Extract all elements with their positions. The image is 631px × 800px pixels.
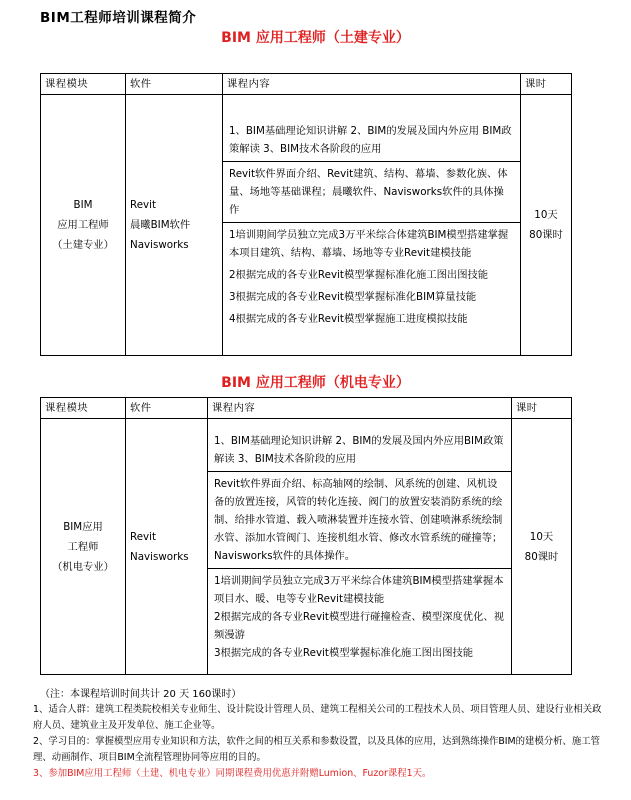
footer-item-audience: 1、适合人群：建筑工程类院校相关专业师生、设计院设计管理人员、建筑工程相关公司的工程技术人员、项目管理人员、建设行业相关政府人员、建筑业主及开发单位、施工企业等。 <box>33 704 602 731</box>
header-hours: 课时 <box>512 398 572 419</box>
document-title: BIM工程师培训课程简介 <box>40 10 197 26</box>
module-line: 应用工程师 <box>57 219 109 231</box>
module-cell <box>41 419 126 675</box>
content-text: 4根据完成的各专业Revit模型掌握施工进度模拟技能 <box>229 313 468 325</box>
software-item: Navisworks <box>130 239 189 251</box>
module-line: （土建专业） <box>52 239 114 251</box>
module-line: BIM <box>73 199 93 211</box>
content-text: 3根据完成的各专业Revit模型掌握标准化BIM算量技能 <box>229 291 477 303</box>
hours-days: 10天 <box>534 209 558 221</box>
section-title-civil: BIM 应用工程师（土建专业） <box>221 30 410 46</box>
content-text: 1培训期间学员独立完成3万平米综合体建筑BIM模型搭建掌握本项目水、暖、电等专业Revit建模技能 <box>214 574 504 605</box>
content-block <box>208 429 511 472</box>
software-cell <box>126 95 223 356</box>
content-text: 3根据完成的各专业Revit模型掌握标准化施工图出图技能 <box>214 646 474 659</box>
hours-days: 10天 <box>529 530 554 543</box>
content-block <box>208 569 511 665</box>
module-line: 工程师 <box>67 540 99 553</box>
software-item: 晨曦BIM软件 <box>130 219 191 231</box>
course-table-civil <box>40 73 572 356</box>
header-module: 课程模块 <box>41 74 126 95</box>
content-text: 2根据完成的各专业Revit模型掌握标准化施工图出图技能 <box>229 269 489 281</box>
total-hours-note: （注：本课程培训时间共计 20 天 160课时） <box>40 689 242 700</box>
content-cell <box>208 419 512 675</box>
content-cell <box>223 95 521 356</box>
software-item: Revit <box>130 530 157 543</box>
hours-periods: 80课时 <box>529 229 563 241</box>
table-header-row <box>41 398 572 419</box>
content-block <box>223 162 520 223</box>
table-header-row <box>41 74 572 95</box>
content-text: 1、BIM基础理论知识讲解 2、BIM的发展及国内外应用 BIM政策解读 3、BIM技术各阶段的应用 <box>229 125 512 155</box>
content-text: 1、BIM基础理论知识讲解 2、BIM的发展及国内外应用BIM政策解读 3、BIM技术各阶段的应用 <box>214 434 504 465</box>
content-text: Revit软件界面介绍、标高轴网的绘制、风系统的创建、风机设备的放置连接，风管的转化连接、阀门的放置安装消防系统的绘制、给排水管道、载入喷淋装置并连接水管、创建喷淋系统绘制水管、添加水管阀门、连接机组水管、修改水管系统的碰撞等；Navisworks软件的具体操作。 <box>214 477 503 562</box>
table-row <box>41 419 572 675</box>
content-text: 2根据完成的各专业Revit模型进行碰撞检查、模型深度优化、视频漫游 <box>214 610 504 641</box>
module-line: （机电专业） <box>52 560 114 573</box>
content-block <box>223 119 520 162</box>
hours-periods: 80课时 <box>524 550 559 563</box>
header-content: 课程内容 <box>223 74 521 95</box>
header-content: 课程内容 <box>208 398 512 419</box>
table-row <box>41 95 572 356</box>
header-module: 课程模块 <box>41 398 126 419</box>
header-hours: 课时 <box>521 74 572 95</box>
content-block <box>223 223 520 331</box>
header-software: 软件 <box>126 74 223 95</box>
footer-notes <box>33 702 607 782</box>
footer-item-purpose: 2、学习目的：掌握模型应用专业知识和方法，软件之间的相互关系和参数设置，以及具体的应用，达到熟练操作BIM的建模分析、施工管理、动画制作、项目BIM全流程管理协同等应用的目的。 <box>33 736 601 763</box>
course-table-mep <box>40 397 572 675</box>
content-text: 1培训期间学员独立完成3万平米综合体建筑BIM模型搭建掌握本项目建筑、结构、幕墙、场地等专业Revit建模技能 <box>229 229 509 259</box>
software-item: Revit <box>130 199 157 211</box>
section-title-mep: BIM 应用工程师（机电专业） <box>221 375 410 391</box>
module-line: BIM应用 <box>63 520 103 533</box>
hours-cell <box>521 95 572 356</box>
hours-cell <box>512 419 572 675</box>
footer-item-offer: 3、参加BIM应用工程师（土建、机电专业）同期课程费用优惠并附赠Lumion、Fuzor课程1天。 <box>33 768 432 779</box>
software-item: Navisworks <box>130 550 189 563</box>
software-cell <box>126 419 208 675</box>
module-cell <box>41 95 126 356</box>
header-software: 软件 <box>126 398 208 419</box>
content-text: Revit软件界面介绍、Revit建筑、结构、幕墙、参数化族、体量、场地等基础课程；晨曦软件、Navisworks软件的具体操作 <box>229 168 508 216</box>
content-block <box>208 472 511 569</box>
